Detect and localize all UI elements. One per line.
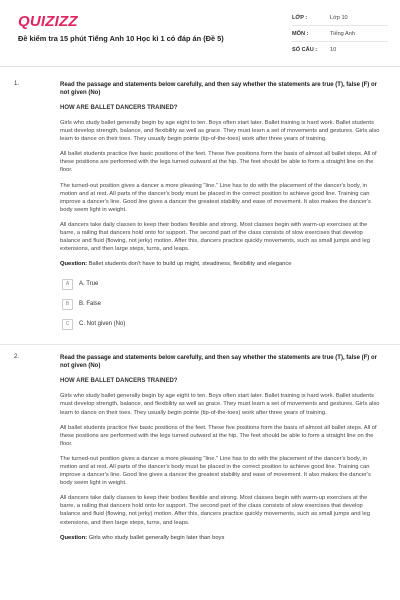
passage-paragraph: Girls who study ballet generally begin by age eight to ten. Boys often start later. Ballet training is hard work. Ballet students must develop strength, balance, and flexibility as well as grace. They must learn a set of movements and gestures. Girls also learn to dance on their toes. They usually begin pointe (tip-of-the-toes) work after three years of training. bbox=[60, 393, 380, 416]
option-letter-box: B bbox=[62, 299, 73, 310]
option-a[interactable] bbox=[62, 278, 244, 290]
option-letter-box: C bbox=[62, 319, 73, 330]
meta-row-subject bbox=[292, 26, 388, 42]
question-text: Ballet students don't have to build up might, steadiness, flexibility and elegance bbox=[88, 261, 292, 268]
passage-paragraph: The turned-out position gives a dancer a more pleasing "line." Line has to do with the placement of the dancer's body, in motion and at rest. All parts of the dancer's body must be placed in the correct position to achieve good line. Training can improve a dancer's line. Good line gives a dancer the greatest stability and ease of movement. It also makes the dancer's body seem light in weight. bbox=[60, 455, 371, 487]
meta-value: 10 bbox=[330, 46, 337, 53]
meta-value: Lớp 10 bbox=[330, 14, 348, 21]
question-2 bbox=[0, 345, 400, 541]
option-c[interactable] bbox=[62, 318, 244, 330]
meta-info-panel bbox=[292, 10, 388, 57]
passage-paragraph: All ballet students practice five basic positions of the feet. These five positions form the basis of almost all ballet steps. All of these positions are performed with the legs turned outward at the hip. The feet should be able to form a straight line on the floor. bbox=[60, 151, 377, 174]
question-number: 2. bbox=[14, 354, 20, 361]
passage-paragraph: Girls who study ballet generally begin by age eight to ten. Boys often start later. Ballet training is hard work. Ballet students must develop strength, balance, and flexibility as well as grace. They must learn a set of movements and gestures. Girls also learn to dance on their toes. They usually begin pointe (tip-of-the-toes) work after three years of training. bbox=[60, 120, 380, 143]
passage-paragraph: All dancers take daily classes to keep their bodies flexible and strong. Most classes begin with warm-up exercises at the barre, a railing that dancers hold onto for support. The second part of the class consists of slow exercises that develop balance and fluid (flowing, not jerky) motion. After this, dancers practice quickly movements, such as small jumps and leg extensions, and then large steps, turns, and leaps. bbox=[60, 221, 370, 253]
meta-row-class bbox=[292, 10, 388, 26]
question-instruction: Read the passage and statements below carefully, and then say whether the statements are true (T), false (F) or not given (No) bbox=[60, 355, 377, 370]
option-text: C. Not given (No) bbox=[79, 321, 126, 328]
questions-list bbox=[0, 72, 400, 552]
passage-paragraph: The turned-out position gives a dancer a more pleasing "line." Line has to do with the placement of the dancer's body, in motion and at rest. All parts of the dancer's body must be placed in the correct position to achieve good line. Training can improve a dancer's line. Good line gives a dancer the greatest stability and ease of movement. It also makes the dancer's body seem light in weight. bbox=[60, 182, 371, 213]
option-text: A. True bbox=[79, 281, 99, 288]
document-title: Đề kiểm tra 15 phút Tiếng Anh 10 Học kì 1 có đáp án (Đề 5) bbox=[18, 34, 224, 43]
question-instruction: Read the passage and statements below carefully, and then say whether the statements are true (T), false (F) or not given (No) bbox=[60, 82, 377, 96]
meta-label: MÔN : bbox=[292, 30, 309, 37]
question-text: Girls who study ballet generally begin later than boys bbox=[88, 534, 225, 541]
question-label: Question: bbox=[60, 534, 88, 541]
option-letter-box: A bbox=[62, 279, 73, 290]
option-text: B. False bbox=[79, 301, 102, 308]
meta-row-count bbox=[292, 42, 388, 57]
option-b[interactable] bbox=[62, 298, 244, 310]
question-number: 1. bbox=[14, 81, 20, 87]
meta-label: LỚP : bbox=[292, 14, 308, 21]
passage-paragraph: All ballet students practice five basic positions of the feet. These five positions form the basis of almost all ballet steps. All of these positions are performed with the legs turned outward at the hip. The feet should be able to form a straight line on the floor. bbox=[60, 424, 377, 447]
passage-title: HOW ARE BALLET DANCERS TRAINED? bbox=[60, 378, 178, 385]
meta-value: Tiếng Anh bbox=[330, 30, 355, 37]
header-divider bbox=[0, 66, 400, 67]
question-prompt bbox=[60, 534, 382, 542]
question-1 bbox=[0, 72, 400, 338]
question-prompt bbox=[60, 260, 382, 268]
question-label: Question: bbox=[60, 261, 88, 268]
quizizz-logo: QUIZIZZ bbox=[18, 13, 78, 30]
page-header bbox=[0, 0, 400, 62]
passage-title: HOW ARE BALLET DANCERS TRAINED? bbox=[60, 105, 178, 111]
answer-options bbox=[60, 278, 382, 338]
meta-label: SỐ CÂU : bbox=[292, 46, 318, 53]
passage-paragraph: All dancers take daily classes to keep their bodies flexible and strong. Most classes begin with warm-up exercises at the barre, a railing that dancers hold onto for support. The second part of the class consists of slow exercises that develop balance and fluid (flowing, not jerky) motion. After this, dancers practice quickly movements, such as small jumps and leg extensions, and then large steps, turns, and leaps. bbox=[60, 495, 370, 526]
